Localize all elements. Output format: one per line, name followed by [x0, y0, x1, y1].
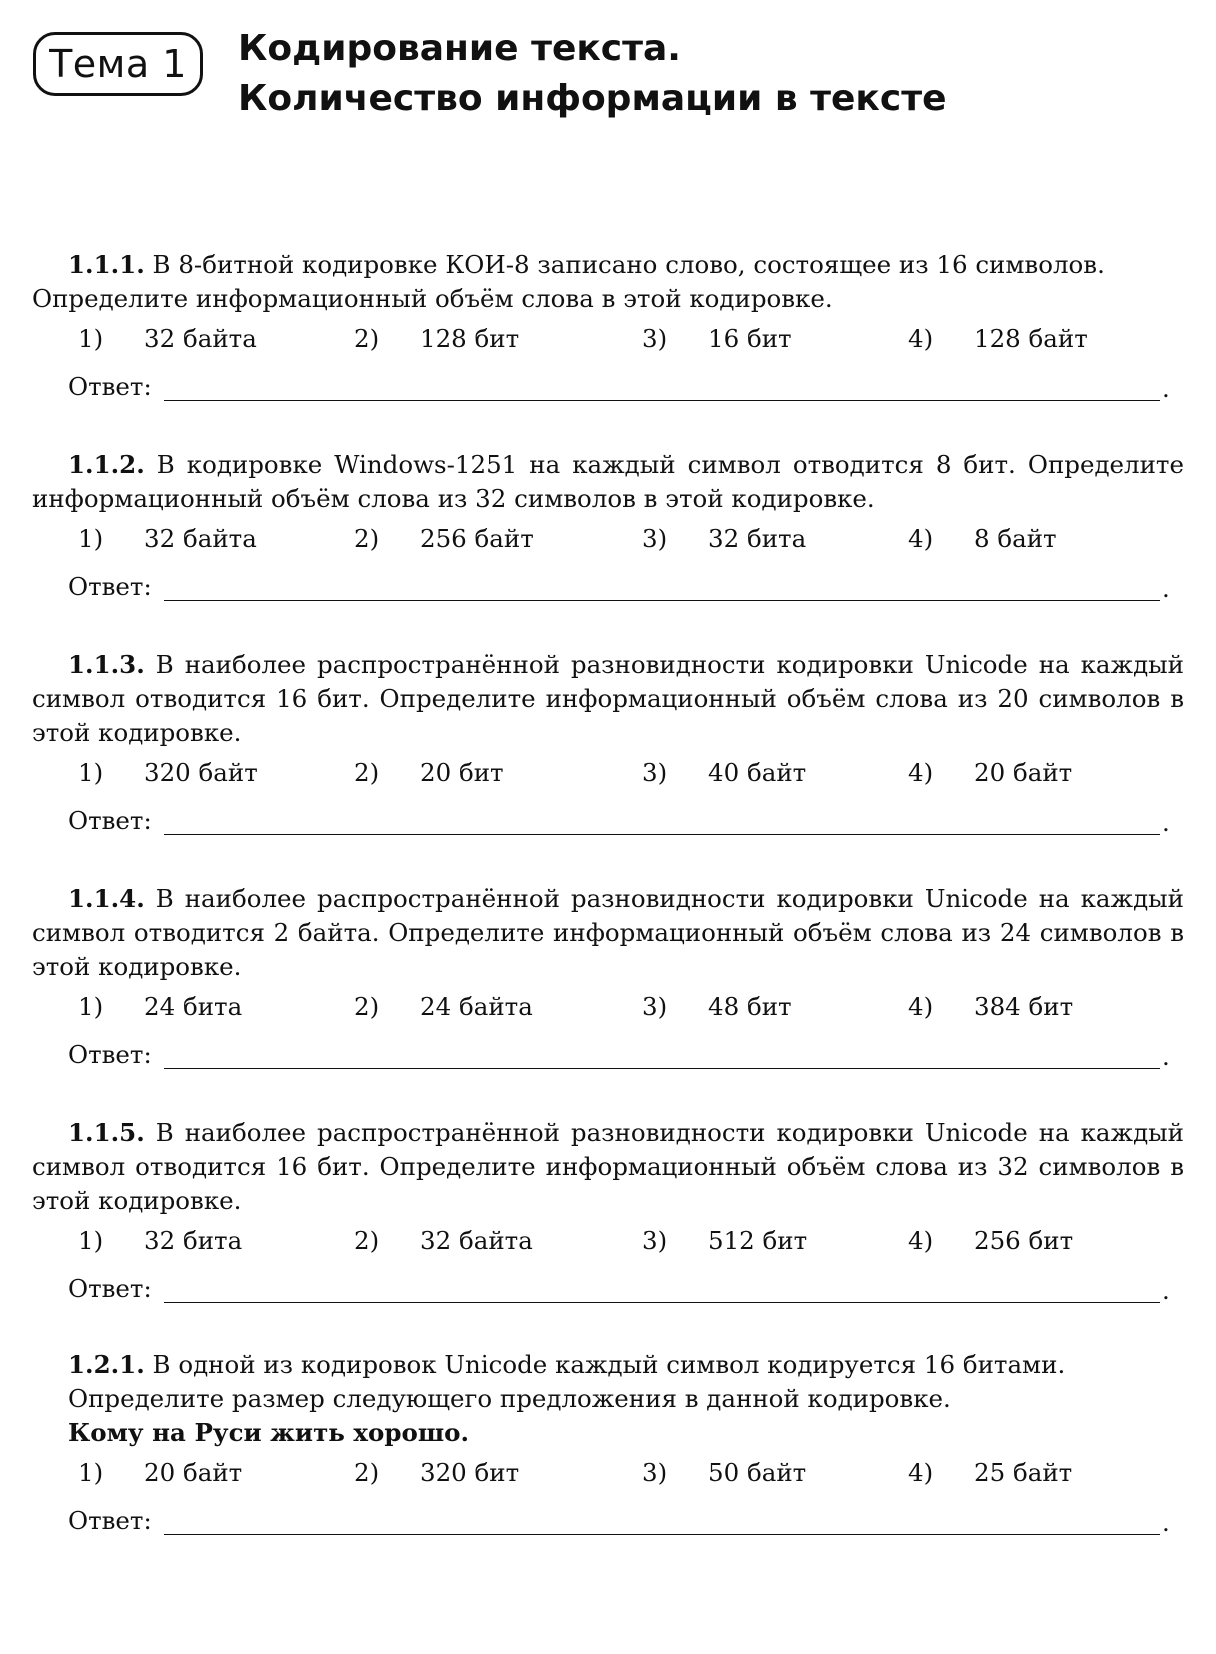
answer-input-line[interactable] — [164, 400, 1160, 401]
answer-options — [32, 1456, 1184, 1500]
option-1[interactable] — [78, 322, 257, 356]
option-number: 3) — [642, 1458, 668, 1487]
answer-options — [32, 1224, 1184, 1268]
option-number: 2) — [354, 992, 380, 1021]
task-number: 1.1.1. — [68, 250, 145, 279]
answer-options — [32, 990, 1184, 1034]
option-value: 16 бит — [708, 324, 792, 353]
option-4[interactable] — [908, 1224, 1073, 1258]
task-1-1-2 — [32, 448, 1184, 614]
task-statement: В наиболее распространённой разновидности кодировки Unicode на каждый символ отводится 16 бит. Определите информационный объём слова из 32 символов в этой кодировке. — [32, 1118, 1184, 1215]
answer-label: Ответ: — [68, 372, 152, 401]
task-1-1-1 — [32, 248, 1184, 414]
task-1-2-1 — [32, 1348, 1184, 1548]
task-statement-2: Определите информационный объём слова в этой кодировке. — [32, 284, 833, 313]
option-number: 2) — [354, 758, 380, 787]
option-3[interactable] — [642, 990, 792, 1024]
task-statement: В наиболее распространённой разновидности кодировки Unicode на каждый символ отводится 16 бит. Определите информационный объём слова из 20 символов в этой кодировке. — [32, 650, 1184, 747]
option-number: 1) — [78, 324, 104, 353]
task-text — [32, 1348, 1184, 1416]
task-statement: В одной из кодировок Unicode каждый символ кодируется 16 битами. — [152, 1350, 1066, 1379]
task-statement: В кодировке Windows-1251 на каждый символ отводится 8 бит. Определите информационный объём слова из 32 символов в этой кодировке. — [32, 450, 1184, 513]
option-value: 32 байта — [144, 524, 257, 553]
option-2[interactable] — [354, 522, 534, 556]
option-value: 32 байта — [144, 324, 257, 353]
answer-end-dot: . — [1162, 1042, 1170, 1071]
option-number: 1) — [78, 992, 104, 1021]
answer-label: Ответ: — [68, 806, 152, 835]
option-value: 20 бит — [420, 758, 504, 787]
task-text — [32, 248, 1184, 316]
answer-row — [32, 370, 1184, 414]
option-number: 1) — [78, 1458, 104, 1487]
option-4[interactable] — [908, 756, 1072, 790]
answer-label: Ответ: — [68, 1040, 152, 1069]
answer-row — [32, 1038, 1184, 1082]
option-number: 1) — [78, 758, 104, 787]
option-3[interactable] — [642, 1224, 807, 1258]
task-text — [32, 1116, 1184, 1218]
option-4[interactable] — [908, 1456, 1072, 1490]
option-4[interactable] — [908, 990, 1073, 1024]
option-number: 3) — [642, 758, 668, 787]
answer-input-line[interactable] — [164, 1302, 1160, 1303]
answer-input-line[interactable] — [164, 1534, 1160, 1535]
option-value: 384 бит — [974, 992, 1074, 1021]
option-value: 48 бит — [708, 992, 792, 1021]
task-text — [32, 882, 1184, 984]
option-number: 4) — [908, 992, 934, 1021]
answer-input-line[interactable] — [164, 1068, 1160, 1069]
option-value: 24 бита — [144, 992, 243, 1021]
task-phrase: Кому на Руси жить хорошо. — [68, 1418, 470, 1447]
task-1-1-3 — [32, 648, 1184, 848]
option-2[interactable] — [354, 990, 533, 1024]
topic-badge: Тема 1 — [33, 32, 203, 96]
option-number: 4) — [908, 758, 934, 787]
option-3[interactable] — [642, 1456, 806, 1490]
answer-options — [32, 322, 1184, 366]
option-1[interactable] — [78, 990, 242, 1024]
option-value: 20 байт — [144, 1458, 243, 1487]
option-number: 2) — [354, 1226, 380, 1255]
option-number: 4) — [908, 1458, 934, 1487]
answer-end-dot: . — [1162, 808, 1170, 837]
answer-row — [32, 1504, 1184, 1548]
option-number: 2) — [354, 1458, 380, 1487]
task-number: 1.2.1. — [68, 1350, 145, 1379]
option-value: 320 байт — [144, 758, 258, 787]
option-number: 1) — [78, 1226, 104, 1255]
option-number: 4) — [908, 324, 934, 353]
task-text — [32, 648, 1184, 750]
task-1-1-4 — [32, 882, 1184, 1082]
answer-options — [32, 756, 1184, 800]
title-line-1: Кодирование текста. — [238, 28, 681, 69]
option-4[interactable] — [908, 322, 1088, 356]
task-text — [32, 448, 1184, 516]
task-statement: В 8-битной кодировке КОИ-8 записано слово, состоящее из 16 символов. — [152, 250, 1105, 279]
option-number: 3) — [642, 524, 668, 553]
title-line-2: Количество информации в тексте — [238, 78, 947, 119]
option-value: 32 бита — [708, 524, 807, 553]
task-number: 1.1.3. — [68, 650, 145, 679]
option-3[interactable] — [642, 756, 806, 790]
option-2[interactable] — [354, 1224, 533, 1258]
option-value: 8 байт — [974, 524, 1057, 553]
option-4[interactable] — [908, 522, 1057, 556]
answer-input-line[interactable] — [164, 834, 1160, 835]
answer-label: Ответ: — [68, 1506, 152, 1535]
option-number: 1) — [78, 524, 104, 553]
answer-end-dot: . — [1162, 1508, 1170, 1537]
option-1[interactable] — [78, 1224, 242, 1258]
task-number: 1.1.4. — [68, 884, 145, 913]
option-1[interactable] — [78, 756, 258, 790]
option-value: 25 байт — [974, 1458, 1073, 1487]
option-number: 3) — [642, 324, 668, 353]
option-value: 50 байт — [708, 1458, 807, 1487]
answer-label: Ответ: — [68, 1274, 152, 1303]
task-statement: В наиболее распространённой разновидности кодировки Unicode на каждый символ отводится 2 байта. Определите информационный объём слова из 24 символов в этой кодировке. — [32, 884, 1184, 981]
option-value: 512 бит — [708, 1226, 808, 1255]
answer-row — [32, 804, 1184, 848]
task-statement-2: Определите размер следующего предложения в данной кодировке. — [68, 1384, 951, 1413]
answer-end-dot: . — [1162, 574, 1170, 603]
option-number: 4) — [908, 524, 934, 553]
option-value: 320 бит — [420, 1458, 520, 1487]
option-value: 128 байт — [974, 324, 1088, 353]
answer-input-line[interactable] — [164, 600, 1160, 601]
option-2[interactable] — [354, 756, 504, 790]
answer-end-dot: . — [1162, 374, 1170, 403]
option-number: 2) — [354, 324, 380, 353]
option-3[interactable] — [642, 322, 792, 356]
option-number: 2) — [354, 524, 380, 553]
option-value: 256 байт — [420, 524, 534, 553]
option-value: 40 байт — [708, 758, 807, 787]
task-number: 1.1.5. — [68, 1118, 145, 1147]
option-number: 3) — [642, 1226, 668, 1255]
option-number: 3) — [642, 992, 668, 1021]
page-title — [238, 24, 947, 124]
answer-end-dot: . — [1162, 1276, 1170, 1305]
option-value: 256 бит — [974, 1226, 1074, 1255]
option-2[interactable] — [354, 322, 519, 356]
option-1[interactable] — [78, 522, 257, 556]
option-2[interactable] — [354, 1456, 519, 1490]
option-value: 24 байта — [420, 992, 533, 1021]
task-1-1-5 — [32, 1116, 1184, 1316]
answer-row — [32, 1272, 1184, 1316]
task-number: 1.1.2. — [68, 450, 145, 479]
option-value: 20 байт — [974, 758, 1073, 787]
option-value: 128 бит — [420, 324, 520, 353]
answer-row — [32, 570, 1184, 614]
option-value: 32 бита — [144, 1226, 243, 1255]
answer-options — [32, 522, 1184, 566]
answer-label: Ответ: — [68, 572, 152, 601]
option-number: 4) — [908, 1226, 934, 1255]
option-value: 32 байта — [420, 1226, 533, 1255]
option-3[interactable] — [642, 522, 806, 556]
option-1[interactable] — [78, 1456, 242, 1490]
